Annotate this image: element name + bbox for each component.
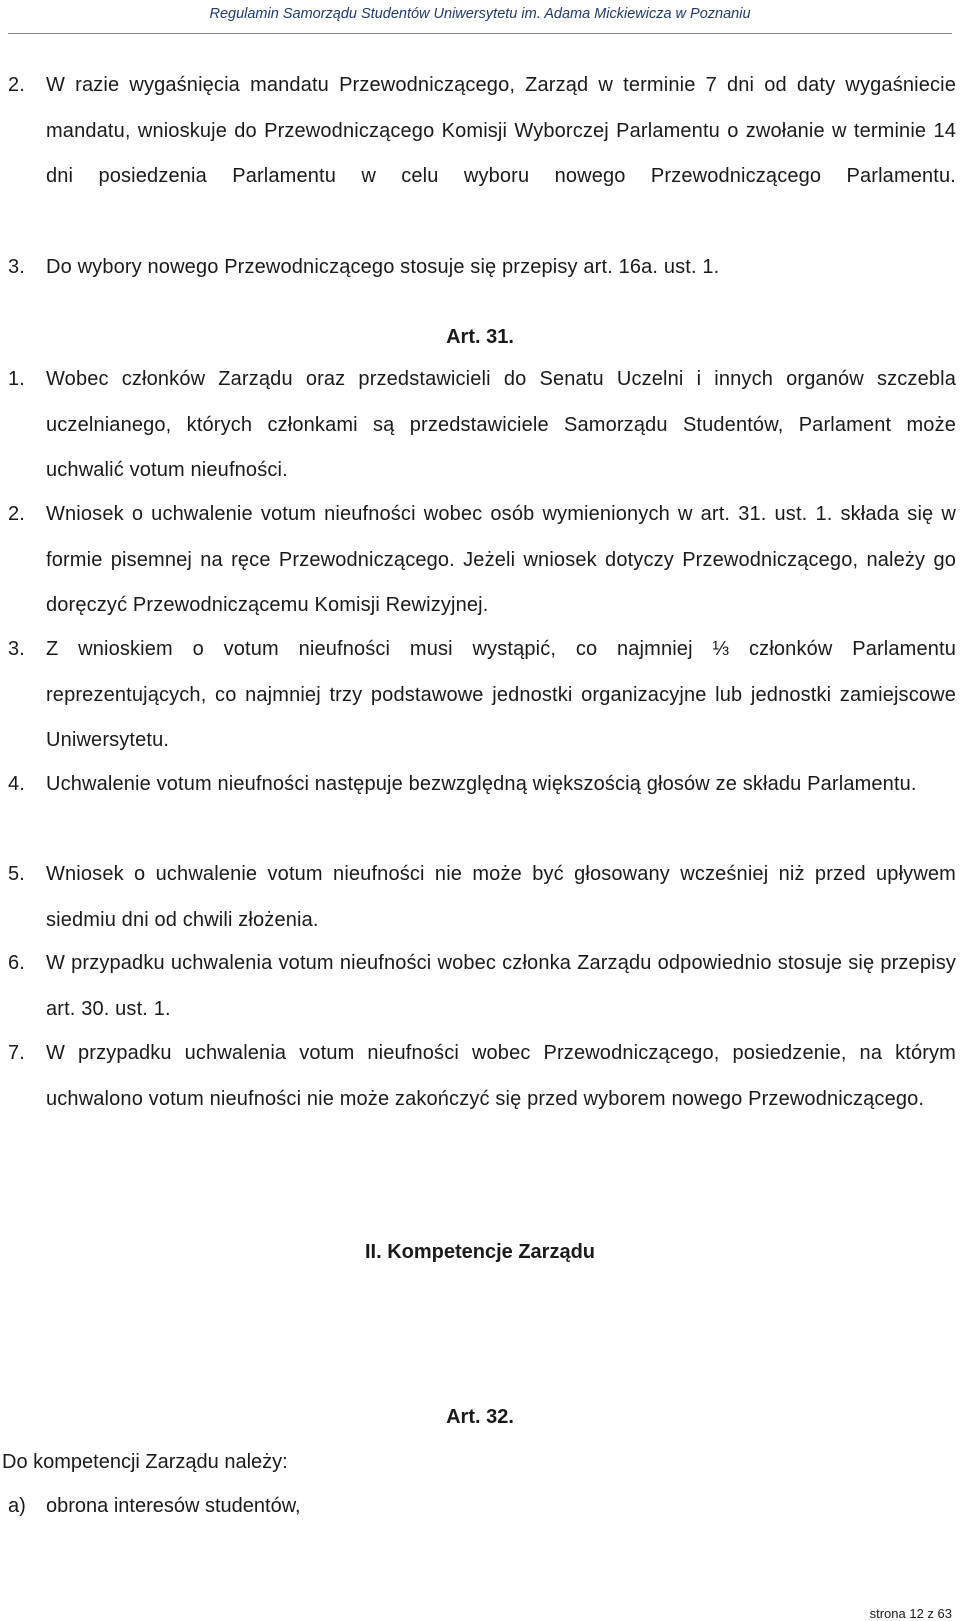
art31-item-5	[0, 852, 956, 943]
item-text: W przypadku uchwalenia votum nieufności wobec Przewodniczącego, posiedzenie, na którym uchwalono votum nieufności nie może zakończyć się przed wyborem nowego Przewodniczącego.	[46, 1042, 956, 1110]
art31-item-1	[0, 357, 956, 494]
item-text: W przypadku uchwalenia votum nieufności wobec członka Zarządu odpowiednio stosuje się przepisy art. 30. ust. 1.	[46, 952, 956, 1020]
paragraph-item-3	[0, 245, 956, 291]
art31-item-7	[0, 1031, 956, 1122]
item-number: 2.	[8, 503, 25, 525]
running-header: Regulamin Samorządu Studentów Uniwersytetu im. Adama Mickiewicza w Poznaniu	[209, 6, 751, 22]
art31-item-6	[0, 941, 956, 1032]
item-number: 3.	[8, 638, 25, 660]
art31-item-4	[0, 762, 956, 808]
article-31-heading: Art. 31.	[446, 326, 514, 348]
art32-item-a-number: a)	[8, 1495, 26, 1517]
art32-intro: Do kompetencji Zarządu należy:	[2, 1451, 288, 1473]
item-number: 1.	[8, 368, 25, 390]
section-heading: II. Kompetencje Zarządu	[364, 1241, 596, 1263]
article-32-heading: Art. 32.	[446, 1406, 514, 1428]
item-number: 7.	[8, 1042, 25, 1064]
art31-item-2	[0, 492, 956, 629]
header-divider	[8, 33, 952, 34]
item-text: Wobec członków Zarządu oraz przedstawicieli do Senatu Uczelni i innych organów szczebla uczelnianego, których członkami są przedstawiciele Samorządu Studentów, Parlament może uchwalić votum nieufności.	[46, 368, 956, 482]
item-text: Z wnioskiem o votum nieufności musi wystąpić, co najmniej ⅓ członków Parlamentu reprezentujących, co najmniej trzy podstawowe jednostki organizacyjne lub jednostki zamiejscowe Uniwersytetu.	[46, 638, 956, 752]
item-text: Wniosek o uchwalenie votum nieufności wobec osób wymienionych w art. 31. ust. 1. składa się w formie pisemnej na ręce Przewodniczącego. Jeżeli wniosek dotyczy Przewodniczącego, należy go doręczyć Przewodniczącemu Komisji Rewizyjnej.	[46, 503, 956, 617]
item-number: 5.	[8, 863, 25, 885]
page-number: strona 12 z 63	[869, 1606, 952, 1621]
paragraph-item-2	[0, 63, 956, 200]
item-text: Uchwalenie votum nieufności następuje bezwzględną większością głosów ze składu Parlamentu.	[46, 773, 917, 795]
art31-item-3	[0, 627, 956, 764]
art32-item-a-text: obrona interesów studentów,	[46, 1495, 301, 1517]
item-number: 4.	[8, 773, 25, 795]
item-number: 2.	[8, 74, 25, 96]
item-number: 6.	[8, 952, 25, 974]
item-text: W razie wygaśnięcia mandatu Przewodniczącego, Zarząd w terminie 7 dni od daty wygaśniecie mandatu, wnioskuje do Przewodniczącego Komisji Wyborczej Parlamentu o zwołanie w terminie 14 dni posiedzenia Parlamentu w celu wyboru nowego Przewodniczącego Parlamentu.	[46, 74, 956, 188]
item-number: 3.	[8, 256, 25, 278]
item-text: Wniosek o uchwalenie votum nieufności nie może być głosowany wcześniej niż przed upływem siedmiu dni od chwili złożenia.	[46, 863, 956, 931]
item-text: Do wybory nowego Przewodniczącego stosuje się przepisy art. 16a. ust. 1.	[46, 256, 720, 278]
